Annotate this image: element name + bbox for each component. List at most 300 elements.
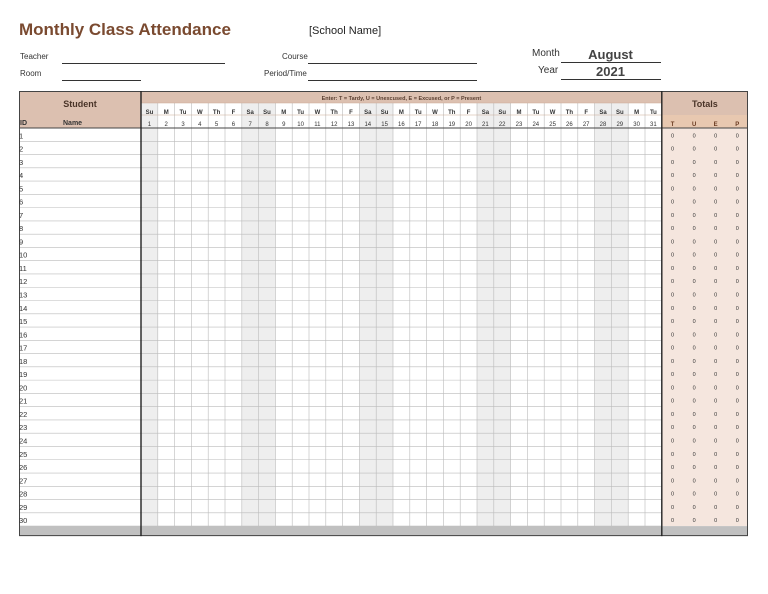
attendance-cell[interactable]: [259, 327, 276, 340]
attendance-cell[interactable]: [561, 128, 578, 141]
attendance-cell[interactable]: [460, 155, 477, 168]
attendance-cell[interactable]: [578, 486, 595, 499]
attendance-cell[interactable]: [527, 208, 544, 221]
year-value[interactable]: 2021: [596, 64, 625, 79]
attendance-cell[interactable]: [343, 393, 360, 406]
attendance-cell[interactable]: [359, 301, 376, 314]
attendance-cell[interactable]: [393, 354, 410, 367]
attendance-cell[interactable]: [611, 380, 628, 393]
attendance-cell[interactable]: [326, 221, 343, 234]
attendance-cell[interactable]: [275, 208, 292, 221]
attendance-cell[interactable]: [561, 208, 578, 221]
attendance-cell[interactable]: [175, 301, 192, 314]
attendance-cell[interactable]: [443, 314, 460, 327]
attendance-cell[interactable]: [208, 261, 225, 274]
attendance-cell[interactable]: [544, 433, 561, 446]
attendance-cell[interactable]: [628, 128, 645, 141]
attendance-cell[interactable]: [343, 221, 360, 234]
attendance-cell[interactable]: [645, 340, 662, 353]
attendance-cell[interactable]: [158, 301, 175, 314]
attendance-cell[interactable]: [141, 234, 158, 247]
attendance-cell[interactable]: [628, 208, 645, 221]
attendance-cell[interactable]: [410, 301, 427, 314]
attendance-cell[interactable]: [292, 155, 309, 168]
attendance-cell[interactable]: [309, 128, 326, 141]
attendance-cell[interactable]: [393, 141, 410, 154]
attendance-cell[interactable]: [359, 420, 376, 433]
attendance-cell[interactable]: [141, 287, 158, 300]
attendance-cell[interactable]: [645, 141, 662, 154]
attendance-cell[interactable]: [309, 460, 326, 473]
attendance-cell[interactable]: [208, 340, 225, 353]
attendance-cell[interactable]: [208, 473, 225, 486]
attendance-cell[interactable]: [158, 208, 175, 221]
attendance-cell[interactable]: [578, 327, 595, 340]
attendance-cell[interactable]: [477, 141, 494, 154]
attendance-cell[interactable]: [561, 473, 578, 486]
attendance-cell[interactable]: [527, 500, 544, 513]
attendance-cell[interactable]: [561, 287, 578, 300]
attendance-cell[interactable]: [427, 500, 444, 513]
attendance-cell[interactable]: [561, 446, 578, 459]
attendance-cell[interactable]: [259, 367, 276, 380]
attendance-cell[interactable]: [561, 513, 578, 526]
attendance-cell[interactable]: [158, 287, 175, 300]
attendance-cell[interactable]: [477, 380, 494, 393]
attendance-cell[interactable]: [326, 340, 343, 353]
attendance-cell[interactable]: [410, 221, 427, 234]
attendance-cell[interactable]: [628, 194, 645, 207]
attendance-cell[interactable]: [511, 181, 528, 194]
attendance-cell[interactable]: [393, 407, 410, 420]
attendance-cell[interactable]: [208, 208, 225, 221]
attendance-cell[interactable]: [326, 420, 343, 433]
attendance-cell[interactable]: [393, 261, 410, 274]
attendance-cell[interactable]: [645, 247, 662, 260]
attendance-cell[interactable]: [410, 234, 427, 247]
attendance-cell[interactable]: [242, 155, 259, 168]
attendance-cell[interactable]: [376, 460, 393, 473]
attendance-cell[interactable]: [544, 340, 561, 353]
attendance-cell[interactable]: [443, 473, 460, 486]
attendance-cell[interactable]: [141, 407, 158, 420]
student-name-field[interactable]: [59, 221, 139, 234]
attendance-cell[interactable]: [544, 500, 561, 513]
attendance-cell[interactable]: [343, 327, 360, 340]
attendance-cell[interactable]: [208, 433, 225, 446]
attendance-cell[interactable]: [645, 486, 662, 499]
student-name-field[interactable]: [59, 407, 139, 420]
attendance-cell[interactable]: [225, 287, 242, 300]
attendance-cell[interactable]: [578, 208, 595, 221]
attendance-cell[interactable]: [393, 155, 410, 168]
attendance-cell[interactable]: [578, 446, 595, 459]
attendance-cell[interactable]: [527, 473, 544, 486]
attendance-cell[interactable]: [275, 221, 292, 234]
attendance-cell[interactable]: [191, 354, 208, 367]
attendance-cell[interactable]: [460, 420, 477, 433]
attendance-cell[interactable]: [225, 261, 242, 274]
attendance-cell[interactable]: [359, 393, 376, 406]
attendance-cell[interactable]: [259, 513, 276, 526]
attendance-cell[interactable]: [427, 420, 444, 433]
attendance-cell[interactable]: [191, 380, 208, 393]
attendance-cell[interactable]: [544, 486, 561, 499]
attendance-cell[interactable]: [427, 234, 444, 247]
attendance-cell[interactable]: [443, 128, 460, 141]
attendance-cell[interactable]: [477, 433, 494, 446]
attendance-cell[interactable]: [275, 473, 292, 486]
attendance-cell[interactable]: [191, 287, 208, 300]
attendance-cell[interactable]: [275, 234, 292, 247]
attendance-cell[interactable]: [410, 420, 427, 433]
attendance-cell[interactable]: [326, 327, 343, 340]
attendance-cell[interactable]: [309, 247, 326, 260]
attendance-cell[interactable]: [326, 155, 343, 168]
attendance-cell[interactable]: [158, 513, 175, 526]
student-name-field[interactable]: [59, 208, 139, 221]
attendance-cell[interactable]: [326, 247, 343, 260]
attendance-cell[interactable]: [208, 460, 225, 473]
attendance-cell[interactable]: [460, 367, 477, 380]
attendance-cell[interactable]: [494, 128, 511, 141]
attendance-cell[interactable]: [326, 407, 343, 420]
attendance-cell[interactable]: [242, 247, 259, 260]
attendance-cell[interactable]: [158, 407, 175, 420]
attendance-cell[interactable]: [141, 314, 158, 327]
attendance-cell[interactable]: [561, 234, 578, 247]
attendance-cell[interactable]: [427, 274, 444, 287]
attendance-cell[interactable]: [477, 168, 494, 181]
attendance-cell[interactable]: [191, 486, 208, 499]
attendance-cell[interactable]: [175, 473, 192, 486]
attendance-cell[interactable]: [292, 287, 309, 300]
attendance-cell[interactable]: [544, 301, 561, 314]
attendance-cell[interactable]: [275, 314, 292, 327]
attendance-cell[interactable]: [225, 327, 242, 340]
attendance-cell[interactable]: [158, 234, 175, 247]
attendance-cell[interactable]: [275, 301, 292, 314]
attendance-cell[interactable]: [191, 513, 208, 526]
attendance-cell[interactable]: [628, 247, 645, 260]
attendance-cell[interactable]: [343, 420, 360, 433]
attendance-cell[interactable]: [628, 340, 645, 353]
attendance-cell[interactable]: [326, 393, 343, 406]
attendance-cell[interactable]: [225, 168, 242, 181]
attendance-cell[interactable]: [393, 340, 410, 353]
attendance-cell[interactable]: [645, 327, 662, 340]
attendance-cell[interactable]: [208, 155, 225, 168]
attendance-cell[interactable]: [376, 340, 393, 353]
student-name-field[interactable]: [59, 380, 139, 393]
attendance-cell[interactable]: [175, 446, 192, 459]
attendance-cell[interactable]: [208, 194, 225, 207]
attendance-cell[interactable]: [494, 473, 511, 486]
attendance-cell[interactable]: [191, 446, 208, 459]
attendance-cell[interactable]: [359, 460, 376, 473]
attendance-cell[interactable]: [158, 486, 175, 499]
attendance-cell[interactable]: [309, 221, 326, 234]
attendance-cell[interactable]: [225, 340, 242, 353]
attendance-cell[interactable]: [376, 354, 393, 367]
attendance-cell[interactable]: [410, 208, 427, 221]
attendance-cell[interactable]: [326, 194, 343, 207]
attendance-cell[interactable]: [477, 194, 494, 207]
attendance-cell[interactable]: [275, 141, 292, 154]
attendance-cell[interactable]: [544, 380, 561, 393]
attendance-cell[interactable]: [460, 194, 477, 207]
attendance-cell[interactable]: [511, 460, 528, 473]
attendance-cell[interactable]: [175, 340, 192, 353]
attendance-cell[interactable]: [175, 380, 192, 393]
attendance-cell[interactable]: [225, 500, 242, 513]
attendance-cell[interactable]: [259, 420, 276, 433]
attendance-cell[interactable]: [359, 354, 376, 367]
attendance-cell[interactable]: [628, 407, 645, 420]
attendance-cell[interactable]: [326, 473, 343, 486]
attendance-cell[interactable]: [494, 380, 511, 393]
attendance-cell[interactable]: [158, 194, 175, 207]
attendance-cell[interactable]: [544, 314, 561, 327]
attendance-cell[interactable]: [208, 141, 225, 154]
attendance-cell[interactable]: [460, 287, 477, 300]
attendance-cell[interactable]: [494, 141, 511, 154]
attendance-cell[interactable]: [158, 354, 175, 367]
attendance-cell[interactable]: [225, 407, 242, 420]
attendance-cell[interactable]: [393, 473, 410, 486]
attendance-cell[interactable]: [275, 393, 292, 406]
attendance-cell[interactable]: [595, 221, 612, 234]
attendance-cell[interactable]: [343, 314, 360, 327]
attendance-cell[interactable]: [595, 208, 612, 221]
attendance-cell[interactable]: [158, 247, 175, 260]
attendance-cell[interactable]: [376, 274, 393, 287]
attendance-cell[interactable]: [141, 155, 158, 168]
attendance-cell[interactable]: [175, 168, 192, 181]
attendance-cell[interactable]: [544, 128, 561, 141]
attendance-cell[interactable]: [259, 314, 276, 327]
attendance-cell[interactable]: [427, 407, 444, 420]
attendance-cell[interactable]: [511, 433, 528, 446]
attendance-cell[interactable]: [578, 261, 595, 274]
attendance-cell[interactable]: [309, 500, 326, 513]
attendance-cell[interactable]: [191, 221, 208, 234]
student-name-field[interactable]: [59, 460, 139, 473]
student-name-field[interactable]: [59, 234, 139, 247]
attendance-cell[interactable]: [158, 181, 175, 194]
attendance-cell[interactable]: [242, 340, 259, 353]
attendance-cell[interactable]: [141, 141, 158, 154]
attendance-cell[interactable]: [561, 367, 578, 380]
attendance-cell[interactable]: [595, 301, 612, 314]
attendance-cell[interactable]: [578, 513, 595, 526]
attendance-cell[interactable]: [595, 473, 612, 486]
attendance-cell[interactable]: [326, 287, 343, 300]
attendance-cell[interactable]: [544, 460, 561, 473]
attendance-cell[interactable]: [595, 247, 612, 260]
attendance-cell[interactable]: [141, 301, 158, 314]
attendance-cell[interactable]: [292, 168, 309, 181]
attendance-cell[interactable]: [376, 194, 393, 207]
attendance-cell[interactable]: [427, 261, 444, 274]
attendance-cell[interactable]: [494, 367, 511, 380]
student-name-field[interactable]: [59, 247, 139, 260]
attendance-cell[interactable]: [527, 274, 544, 287]
attendance-cell[interactable]: [309, 168, 326, 181]
attendance-cell[interactable]: [326, 433, 343, 446]
attendance-cell[interactable]: [494, 194, 511, 207]
attendance-cell[interactable]: [628, 155, 645, 168]
attendance-cell[interactable]: [393, 181, 410, 194]
attendance-cell[interactable]: [208, 327, 225, 340]
attendance-cell[interactable]: [242, 314, 259, 327]
attendance-cell[interactable]: [443, 274, 460, 287]
attendance-cell[interactable]: [544, 513, 561, 526]
attendance-cell[interactable]: [595, 393, 612, 406]
attendance-cell[interactable]: [259, 208, 276, 221]
attendance-cell[interactable]: [393, 208, 410, 221]
attendance-cell[interactable]: [259, 194, 276, 207]
attendance-cell[interactable]: [158, 433, 175, 446]
attendance-cell[interactable]: [477, 460, 494, 473]
attendance-cell[interactable]: [628, 301, 645, 314]
attendance-cell[interactable]: [410, 274, 427, 287]
attendance-cell[interactable]: [309, 340, 326, 353]
attendance-cell[interactable]: [595, 513, 612, 526]
attendance-cell[interactable]: [175, 354, 192, 367]
attendance-cell[interactable]: [645, 460, 662, 473]
attendance-cell[interactable]: [208, 407, 225, 420]
student-name-field[interactable]: [59, 433, 139, 446]
teacher-field[interactable]: [62, 63, 225, 64]
attendance-cell[interactable]: [393, 168, 410, 181]
attendance-cell[interactable]: [427, 327, 444, 340]
attendance-cell[interactable]: [292, 433, 309, 446]
attendance-cell[interactable]: [477, 367, 494, 380]
attendance-cell[interactable]: [191, 314, 208, 327]
attendance-cell[interactable]: [460, 340, 477, 353]
attendance-cell[interactable]: [527, 327, 544, 340]
attendance-cell[interactable]: [611, 314, 628, 327]
attendance-cell[interactable]: [477, 128, 494, 141]
attendance-cell[interactable]: [544, 261, 561, 274]
attendance-cell[interactable]: [443, 393, 460, 406]
attendance-cell[interactable]: [561, 327, 578, 340]
attendance-cell[interactable]: [527, 446, 544, 459]
attendance-cell[interactable]: [427, 128, 444, 141]
attendance-cell[interactable]: [208, 247, 225, 260]
attendance-cell[interactable]: [225, 234, 242, 247]
attendance-cell[interactable]: [595, 274, 612, 287]
attendance-cell[interactable]: [611, 261, 628, 274]
attendance-cell[interactable]: [427, 367, 444, 380]
attendance-cell[interactable]: [410, 460, 427, 473]
attendance-cell[interactable]: [494, 354, 511, 367]
attendance-cell[interactable]: [443, 287, 460, 300]
attendance-cell[interactable]: [191, 168, 208, 181]
attendance-cell[interactable]: [494, 433, 511, 446]
attendance-cell[interactable]: [427, 141, 444, 154]
attendance-cell[interactable]: [309, 420, 326, 433]
attendance-cell[interactable]: [595, 155, 612, 168]
attendance-cell[interactable]: [359, 380, 376, 393]
attendance-cell[interactable]: [494, 393, 511, 406]
attendance-cell[interactable]: [326, 500, 343, 513]
attendance-cell[interactable]: [225, 141, 242, 154]
attendance-cell[interactable]: [376, 513, 393, 526]
attendance-cell[interactable]: [326, 486, 343, 499]
attendance-cell[interactable]: [628, 327, 645, 340]
attendance-cell[interactable]: [611, 208, 628, 221]
attendance-cell[interactable]: [242, 473, 259, 486]
attendance-cell[interactable]: [359, 274, 376, 287]
attendance-cell[interactable]: [309, 234, 326, 247]
attendance-cell[interactable]: [376, 407, 393, 420]
attendance-cell[interactable]: [561, 380, 578, 393]
attendance-cell[interactable]: [511, 261, 528, 274]
attendance-cell[interactable]: [511, 513, 528, 526]
attendance-cell[interactable]: [443, 460, 460, 473]
attendance-cell[interactable]: [460, 128, 477, 141]
attendance-cell[interactable]: [275, 460, 292, 473]
attendance-cell[interactable]: [410, 486, 427, 499]
attendance-cell[interactable]: [175, 500, 192, 513]
course-field[interactable]: [308, 63, 477, 64]
student-name-field[interactable]: [59, 446, 139, 459]
month-value[interactable]: August: [588, 47, 633, 62]
attendance-cell[interactable]: [376, 473, 393, 486]
attendance-cell[interactable]: [410, 393, 427, 406]
attendance-cell[interactable]: [242, 194, 259, 207]
attendance-cell[interactable]: [175, 208, 192, 221]
attendance-cell[interactable]: [544, 181, 561, 194]
attendance-cell[interactable]: [494, 208, 511, 221]
attendance-cell[interactable]: [158, 261, 175, 274]
attendance-cell[interactable]: [611, 287, 628, 300]
attendance-cell[interactable]: [494, 486, 511, 499]
attendance-cell[interactable]: [511, 274, 528, 287]
attendance-cell[interactable]: [225, 380, 242, 393]
attendance-cell[interactable]: [208, 393, 225, 406]
attendance-cell[interactable]: [595, 261, 612, 274]
attendance-cell[interactable]: [494, 327, 511, 340]
attendance-cell[interactable]: [225, 393, 242, 406]
attendance-cell[interactable]: [158, 221, 175, 234]
attendance-cell[interactable]: [511, 301, 528, 314]
attendance-cell[interactable]: [511, 486, 528, 499]
attendance-cell[interactable]: [443, 327, 460, 340]
attendance-cell[interactable]: [460, 354, 477, 367]
attendance-cell[interactable]: [611, 407, 628, 420]
attendance-cell[interactable]: [343, 261, 360, 274]
attendance-cell[interactable]: [477, 500, 494, 513]
student-name-field[interactable]: [59, 314, 139, 327]
attendance-cell[interactable]: [561, 354, 578, 367]
attendance-cell[interactable]: [460, 433, 477, 446]
attendance-cell[interactable]: [427, 168, 444, 181]
attendance-cell[interactable]: [595, 234, 612, 247]
attendance-cell[interactable]: [376, 247, 393, 260]
attendance-cell[interactable]: [645, 393, 662, 406]
attendance-cell[interactable]: [595, 433, 612, 446]
attendance-cell[interactable]: [242, 301, 259, 314]
attendance-cell[interactable]: [343, 340, 360, 353]
attendance-cell[interactable]: [225, 247, 242, 260]
attendance-cell[interactable]: [460, 407, 477, 420]
attendance-cell[interactable]: [527, 460, 544, 473]
attendance-cell[interactable]: [477, 354, 494, 367]
attendance-cell[interactable]: [393, 194, 410, 207]
